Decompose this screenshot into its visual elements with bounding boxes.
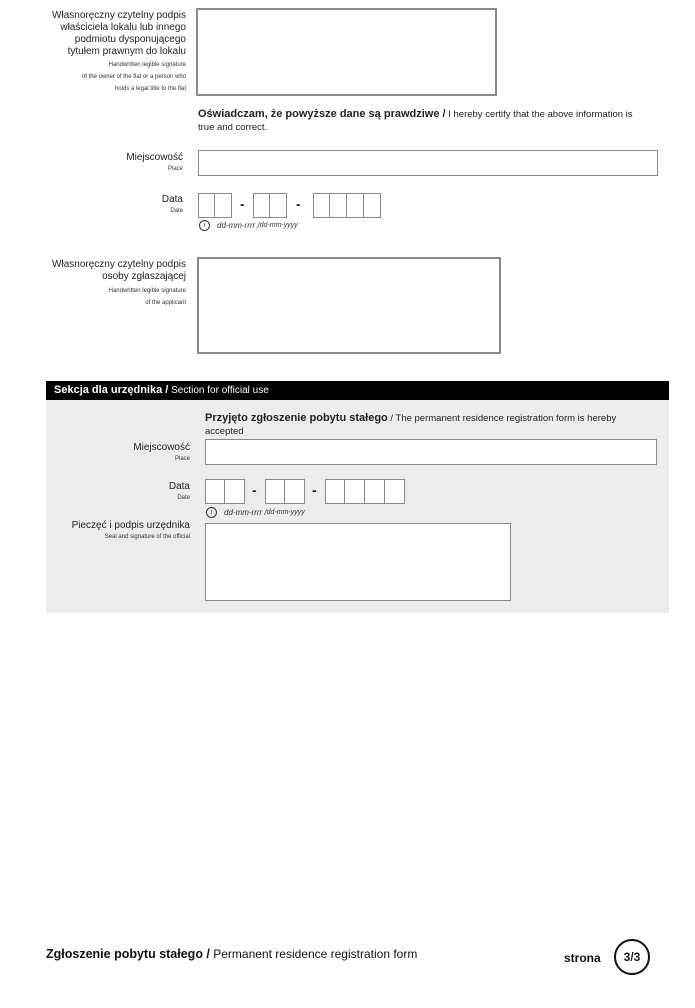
certify-statement-rest: I hereby certify that the above information is true and correct.	[198, 109, 633, 133]
date-day-input[interactable]	[198, 193, 232, 218]
date-format-hint-pl: dd-mm-rrrr /	[217, 221, 260, 230]
owner-signature-label	[20, 10, 186, 94]
owner-signature-label-pl-4: tytułem prawnym do lokalu	[67, 46, 186, 57]
owner-signature-label-pl-3: podmiotu dysponującego	[74, 34, 186, 45]
date-separator: -	[296, 196, 301, 212]
date-digit[interactable]	[205, 479, 225, 504]
date-digit[interactable]	[198, 193, 215, 218]
date-format-hint-en: dd-mm-yyyy	[259, 222, 298, 229]
official-date-year-input[interactable]	[325, 479, 405, 504]
page-number-badge: 3/3	[614, 939, 650, 975]
info-icon: i	[206, 507, 217, 518]
place-input[interactable]	[198, 150, 658, 176]
official-seal-label-pl: Pieczęć i podpis urzędnika	[71, 520, 190, 531]
official-place-label-pl: Miejscowość	[133, 442, 190, 453]
date-year-input[interactable]	[313, 193, 381, 218]
applicant-signature-label	[20, 259, 186, 308]
date-digit[interactable]	[345, 479, 365, 504]
page-label: strona	[564, 951, 601, 965]
date-digit[interactable]	[325, 479, 345, 504]
official-date-label-en: Date	[177, 495, 190, 501]
official-place-label-en: Place	[174, 456, 190, 462]
date-digit[interactable]	[347, 193, 364, 218]
date-label	[100, 194, 183, 216]
date-separator: -	[240, 196, 245, 212]
place-label-pl: Miejscowość	[126, 152, 183, 163]
footer-form-title	[46, 947, 417, 961]
date-digit[interactable]	[225, 479, 245, 504]
applicant-signature-label-pl-1: Własnoręczny czytelny podpis	[52, 259, 186, 270]
owner-signature-field[interactable]	[196, 8, 497, 96]
official-date-label-pl: Data	[168, 481, 190, 492]
official-section-header-bold: Sekcja dla urzędnika /	[54, 384, 169, 396]
owner-signature-label-en-1: Handwritten legible signature	[108, 62, 186, 68]
official-date-month-input[interactable]	[265, 479, 305, 504]
date-digit[interactable]	[215, 193, 232, 218]
official-section-header-rest: Section for official use	[168, 385, 269, 396]
official-seal-label-en: Seal and signature of the official	[104, 534, 190, 540]
place-label-en: Place	[167, 166, 183, 172]
certify-statement	[198, 108, 648, 134]
official-date-format-hint	[206, 507, 305, 518]
date-format-hint	[199, 220, 298, 231]
applicant-signature-label-en-2: of the applicant	[145, 300, 186, 306]
date-digit[interactable]	[265, 479, 285, 504]
place-label	[40, 152, 183, 174]
date-month-input[interactable]	[253, 193, 287, 218]
applicant-signature-label-pl-2: osoby zgłaszającej	[102, 271, 186, 282]
official-date-separator: -	[252, 482, 257, 498]
official-date-label	[100, 481, 190, 503]
official-section-header	[46, 381, 669, 400]
official-date-separator: -	[312, 482, 317, 498]
date-digit[interactable]	[270, 193, 287, 218]
owner-signature-label-pl-2: właściciela lokalu lub innego	[60, 22, 186, 33]
owner-signature-label-pl-1: Własnoręczny czytelny podpis	[52, 10, 186, 21]
footer-form-title-rest: Permanent residence registration form	[209, 947, 418, 961]
date-digit[interactable]	[365, 479, 385, 504]
date-digit[interactable]	[313, 193, 330, 218]
date-digit[interactable]	[253, 193, 270, 218]
applicant-signature-label-en-1: Handwritten legible signature	[108, 288, 186, 294]
owner-signature-label-en-2: of the owner of the flat or a person who	[81, 74, 186, 80]
official-place-label	[60, 442, 190, 464]
official-date-format-hint-pl: dd-mm-rrrr /	[224, 508, 267, 517]
footer-form-title-bold: Zgłoszenie pobytu stałego /	[46, 947, 210, 961]
date-digit[interactable]	[330, 193, 347, 218]
official-place-input[interactable]	[205, 439, 657, 465]
date-digit[interactable]	[285, 479, 305, 504]
official-date-day-input[interactable]	[205, 479, 245, 504]
official-seal-label	[50, 520, 190, 542]
applicant-signature-field[interactable]	[197, 257, 501, 354]
date-digit[interactable]	[364, 193, 381, 218]
date-digit[interactable]	[385, 479, 405, 504]
info-icon: i	[199, 220, 210, 231]
owner-signature-label-en-3: holds a legal title to the flat	[114, 86, 186, 92]
date-label-en: Date	[170, 208, 183, 214]
certify-statement-bold: Oświadczam, że powyższe dane są prawdziwe /	[198, 108, 446, 120]
official-seal-field[interactable]	[205, 523, 511, 601]
official-accepted-rest: / The permanent residence registration form is hereby accepted	[205, 413, 617, 437]
official-date-format-hint-en: dd-mm-yyyy	[266, 509, 305, 516]
official-accepted-bold: Przyjęto zgłoszenie pobytu stałego	[205, 412, 388, 424]
official-accepted-statement	[205, 412, 655, 438]
date-label-pl: Data	[161, 194, 183, 205]
